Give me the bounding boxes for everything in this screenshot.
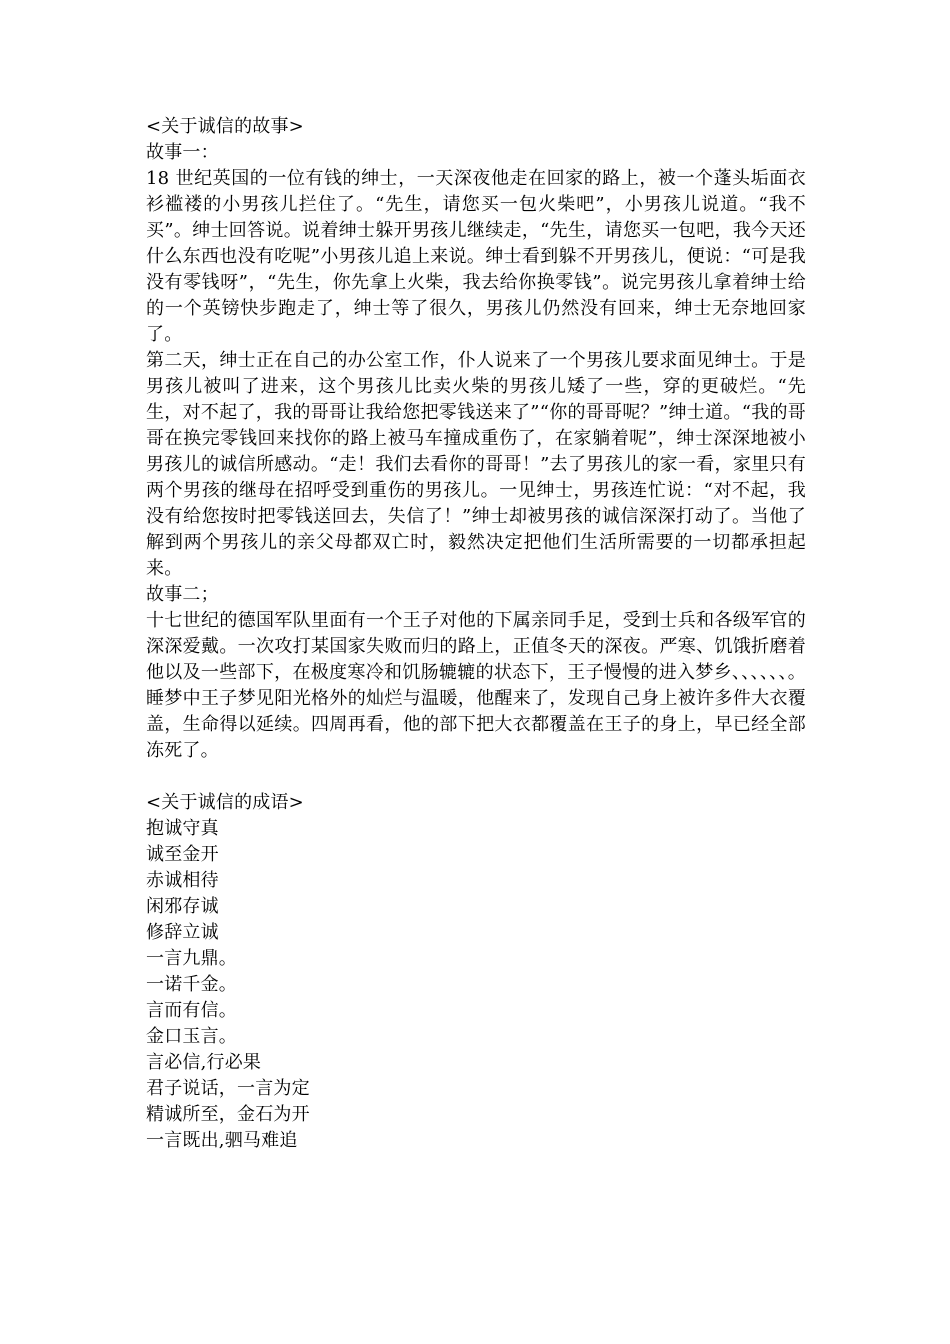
idiom-item: 言必信,行必果 bbox=[146, 1052, 262, 1073]
idiom-item: 一言既出,驷马难追 bbox=[146, 1130, 298, 1151]
idiom-item: 一诺千金。 bbox=[146, 974, 237, 995]
idiom-item: 言而有信。 bbox=[146, 1000, 237, 1021]
blank-line bbox=[146, 764, 806, 790]
document-body bbox=[146, 114, 806, 1154]
stories-heading: <关于诚信的故事> bbox=[146, 116, 304, 137]
story-two-title: 故事二； bbox=[146, 584, 219, 605]
idiom-item: 诚至金开 bbox=[146, 844, 219, 865]
idiom-list bbox=[146, 816, 806, 1154]
idiom-item: 抱诚守真 bbox=[146, 818, 219, 839]
idiom-item: 精诚所至，金石为开 bbox=[146, 1104, 310, 1125]
idiom-item: 赤诚相待 bbox=[146, 870, 219, 891]
story-two-paragraph: 十七世纪的德国军队里面有一个王子对他的下属亲同手足，受到士兵和各级军官的深深爱戴。一次攻打某国家失败而归的路上，正值冬天的深夜。严寒、饥饿折磨着他以及一些部下，在极度寒冷和饥肠辘辘的状态下，王子慢慢的进入梦乡、、、、、、。睡梦中王子梦见阳光格外的灿烂与温暖，他醒来了，发现自己身上被许多件大衣覆盖，生命得以延续。四周再看，他的部下把大衣都覆盖在王子的身上，早已经全部冻死了。 bbox=[146, 610, 806, 761]
idioms-heading: <关于诚信的成语> bbox=[146, 792, 304, 813]
idiom-item: 一言九鼎。 bbox=[146, 948, 237, 969]
story-one-paragraph-1: 18 世纪英国的一位有钱的绅士，一天深夜他走在回家的路上，被一个蓬头垢面衣衫褴褛的小男孩儿拦住了。“先生，请您买一包火柴吧”，小男孩儿说道。“我不买”。绅士回答说。说着绅士躲开男孩儿继续走，“先生，请您买一包吧，我今天还什么东西也没有吃呢”小男孩儿追上来说。绅士看到躲不开男孩儿，便说：“可是我没有零钱呀”，“先生，你先拿上火柴，我去给你换零钱”。说完男孩儿拿着绅士给的一个英镑快步跑走了，绅士等了很久，男孩儿仍然没有回来，绅士无奈地回家了。 bbox=[146, 168, 806, 345]
story-one-paragraph-2: 第二天，绅士正在自己的办公室工作，仆人说来了一个男孩儿要求面见绅士。于是男孩儿被叫了进来，这个男孩儿比卖火柴的男孩儿矮了一些，穿的更破烂。“先生，对不起了，我的哥哥让我给您把零钱送来了”“你的哥哥呢？”绅士道。“我的哥哥在换完零钱回来找你的路上被马车撞成重伤了，在家躺着呢”，绅士深深地被小男孩儿的诚信所感动。“走！我们去看你的哥哥！”去了男孩儿的家一看，家里只有两个男孩的继母在招呼受到重伤的男孩儿。一见绅士，男孩连忙说：“对不起，我没有给您按时把零钱送回去，失信了！”绅士却被男孩的诚信深深打动了。当他了解到两个男孩儿的亲父母都双亡时，毅然决定把他们生活所需要的一切都承担起来。 bbox=[146, 350, 806, 579]
idiom-item: 金口玉言。 bbox=[146, 1026, 237, 1047]
idiom-item: 君子说话，一言为定 bbox=[146, 1078, 310, 1099]
story-one-title: 故事一： bbox=[146, 142, 219, 163]
idiom-item: 闲邪存诚 bbox=[146, 896, 219, 917]
idiom-item: 修辞立诚 bbox=[146, 922, 219, 943]
